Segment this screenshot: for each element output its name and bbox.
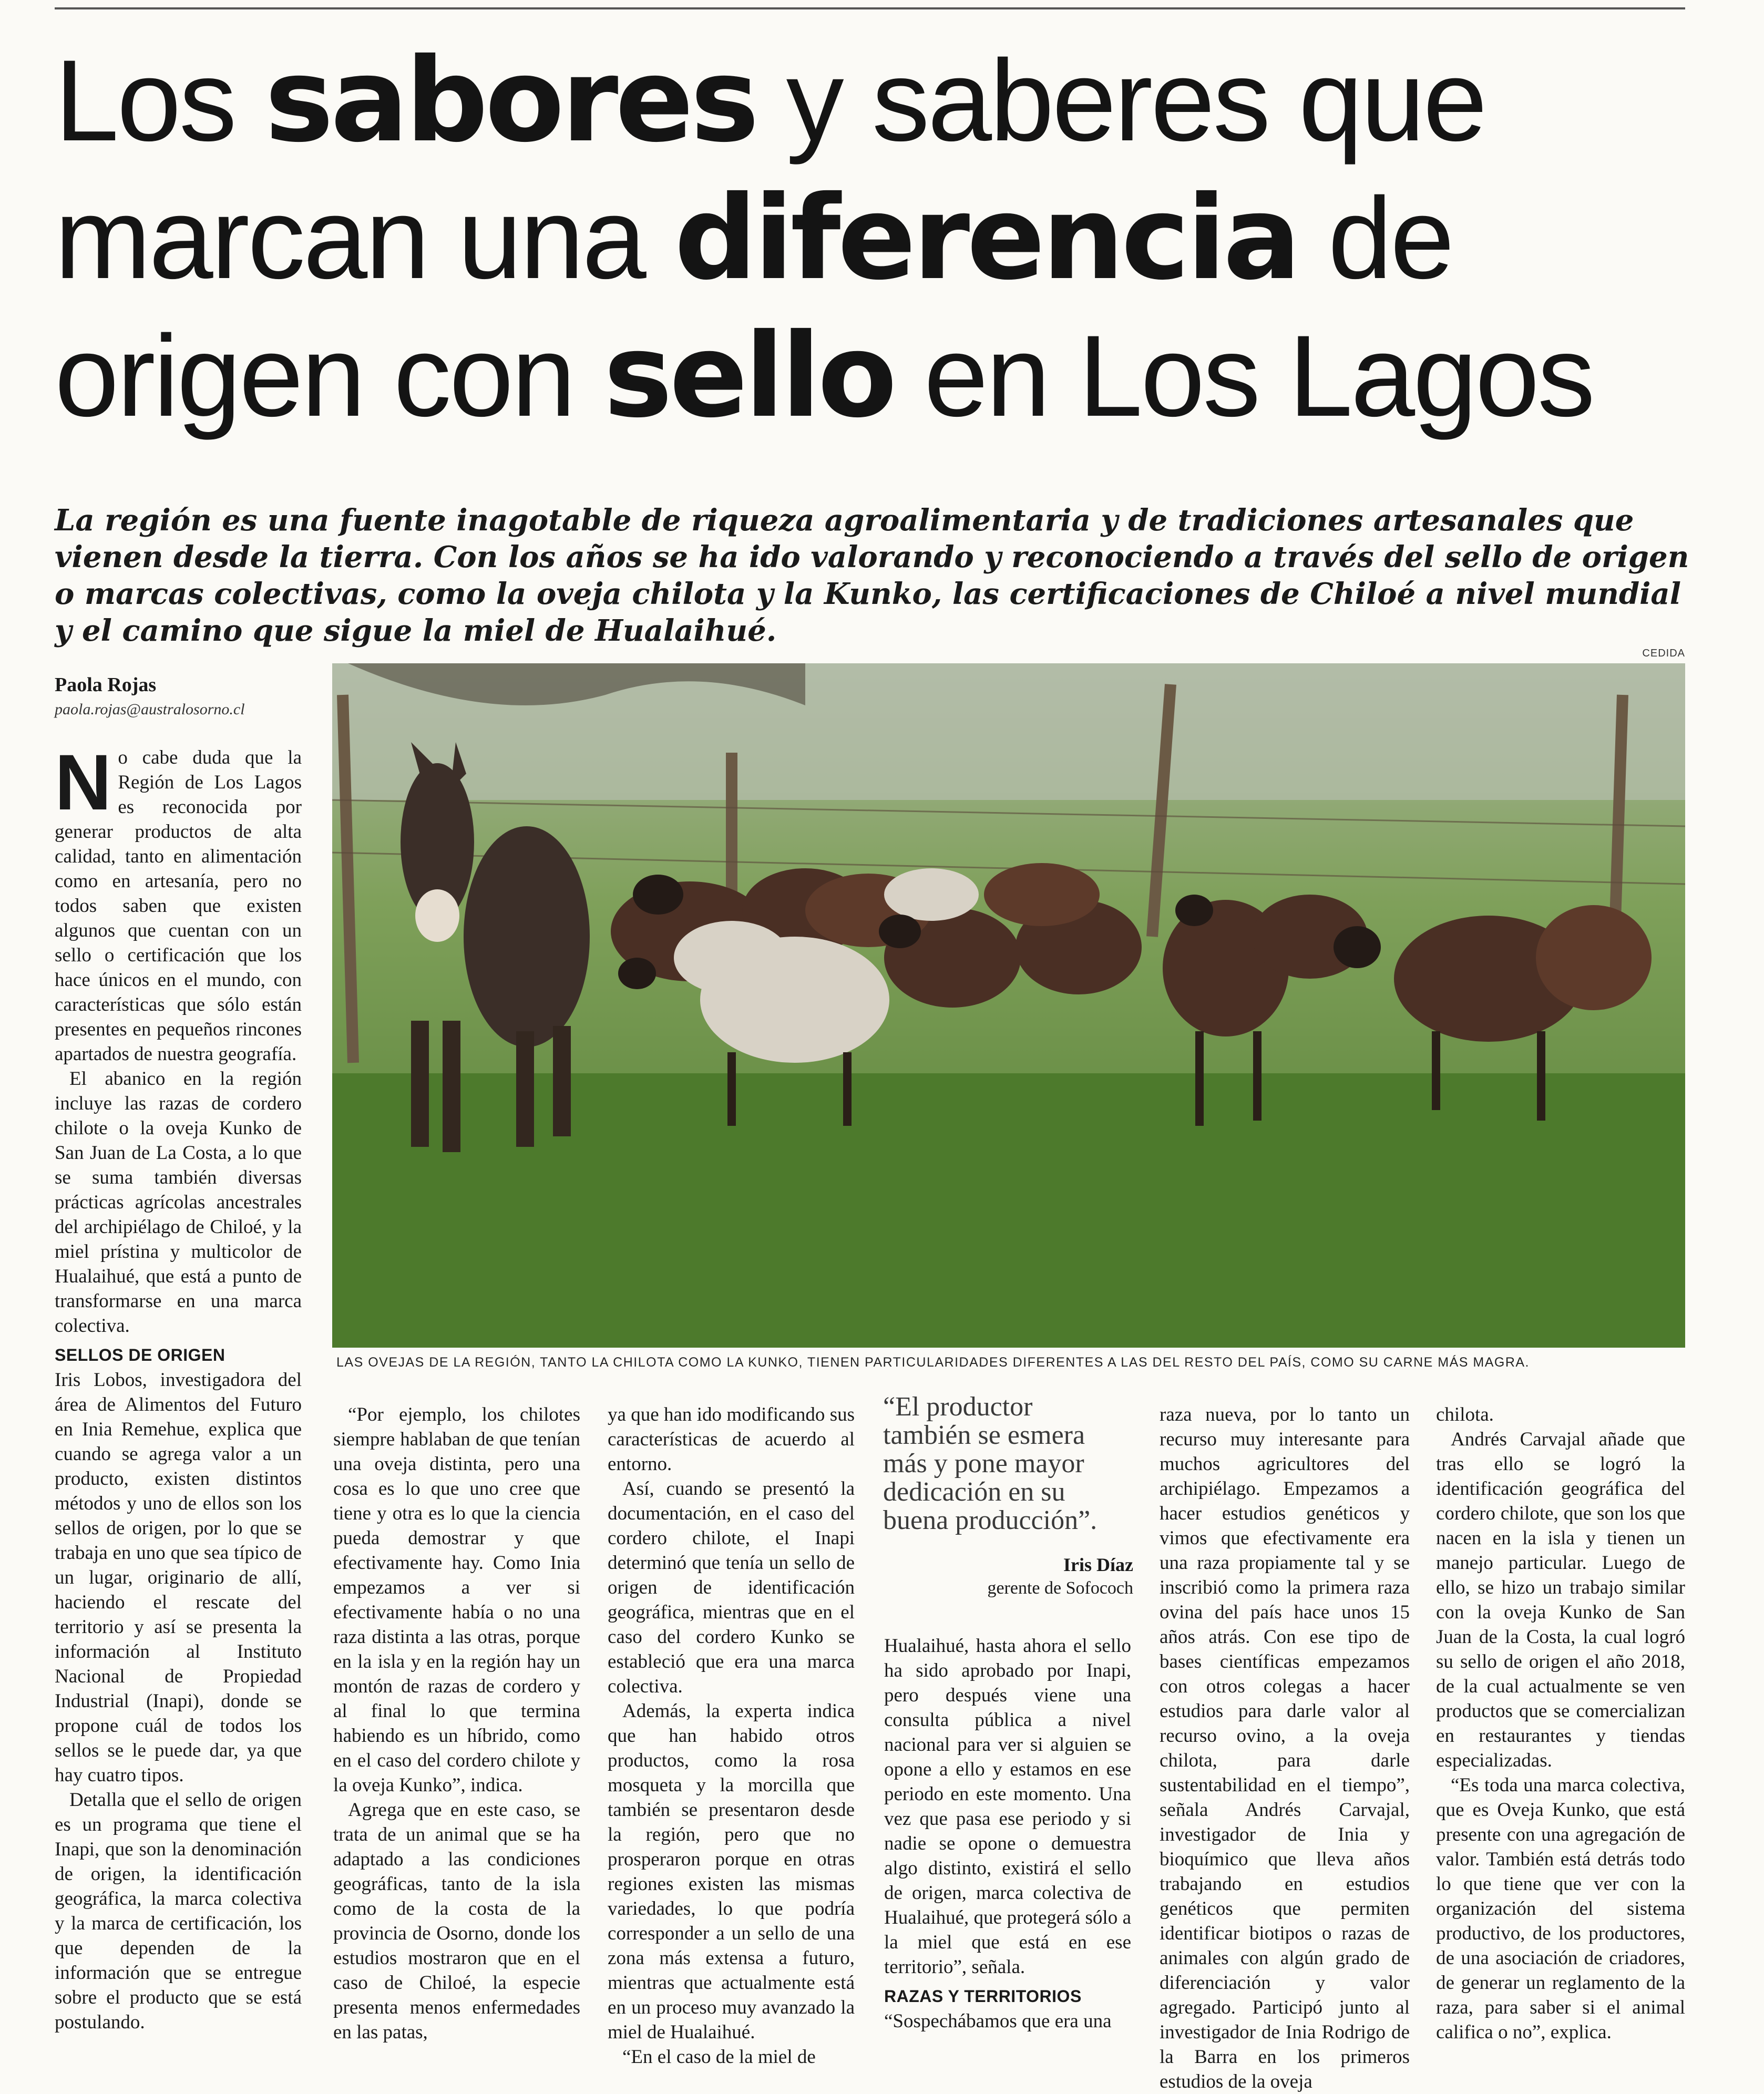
column-3 (608, 1402, 855, 2069)
author-name: Paola Rojas (55, 674, 157, 696)
pull-quote-role: gerente de Sofococh (987, 1578, 1133, 1598)
headline: Los sabores y saberes que marcan una diferencia de origen con sello en Los Lagos (55, 33, 1593, 443)
author-email[interactable]: paola.rojas@australosorno.cl (55, 701, 245, 718)
paragraph: “Sospechábamos que era una (884, 2010, 1112, 2032)
paragraph: Así, cuando se presentó la documentación, en el caso del cordero chilote, el Inapi determinó que tenía un sello de origen de identificación geográfica, mientras que en el caso del cordero Kunko se estableció que era una marca colectiva. (608, 1478, 855, 1697)
column-1 (55, 738, 302, 2035)
paragraph: Iris Lobos, investigadora del área de Alimentos del Futuro en Inia Remehue, explica que cuando se agrega valor a un producto, existen distintos métodos y uno de ellos son los sellos de origen, por lo que se trabaja en uno que sea típico de un lugar, originario de allí, haciendo el rescate del territorio y así se presenta la información al Instituto Nacional de Propiedad Industrial (Inapi), donde se propone cuál de todos los sellos se le puede dar, ya que hay cuatro tipos. (55, 1369, 302, 1786)
paragraph: ya que han ido modificando sus características de acuerdo al entorno. (608, 1404, 855, 1475)
photo-donkey-and-sheep (332, 663, 1685, 1348)
byline (55, 672, 296, 721)
top-rule (55, 7, 1685, 9)
dropcap: N (55, 738, 112, 826)
photo-caption: LAS OVEJAS DE LA REGIÓN, TANTO LA CHILOTA COMO LA KUNKO, TIENEN PARTICULARIDADES DIFERENTES A LAS DEL RESTO DEL PAÍS, COMO SU CARNE MÁS MAGRA. (336, 1355, 1530, 1370)
paragraph: “En el caso de la miel de (622, 2046, 816, 2068)
column-4 (884, 1634, 1131, 2034)
subhead-sellos: SELLOS DE ORIGEN (55, 1346, 225, 1364)
photo-credit: CEDIDA (1642, 648, 1685, 659)
paragraph: Además, la experta indica que han habido otros productos, como la rosa mosqueta y la morcilla que también se presentaron desde la región, pero que no prosperaron porque en otras regiones existen las mismas variedades, lo que podría corresponder a un sello de una zona más extensa a futuro, mientras que actualmente está en un proceso muy avanzado la miel de Hualaihué. (608, 1700, 855, 2043)
paragraph: chilota. (1436, 1404, 1494, 1425)
paragraph: “Por ejemplo, los chilotes siempre hablaban de que tenían una oveja distinta, pero una cosa es lo que uno cree que tiene y otra es lo que la ciencia pueda demostrar y que efectivamente hay. Como Inia empezamos a ver si efectivamente había o no una raza distinta a las otras, porque en la isla y en la región hay un montón de razas de cordero y al final lo que termina habiendo es un híbrido, como en el caso del cordero chilote y la oveja Kunko”, indica. (333, 1404, 580, 1796)
paragraph: Andrés Carvajal añade que tras ello se logró la identificación geográfica del cordero chilote, que son los que nacen en la isla y tienen un manejo particular. Luego de ello, se hizo un trabajo similar con la oveja Kunko de San Juan de la Costa, la cual logró su sello de origen el año 2018, de la cual actualmente se ven productos que se comercializan en restaurantes y tiendas especializadas. (1436, 1429, 1685, 1771)
paragraph: Agrega que en este caso, se trata de un animal que se ha adaptado a las condiciones geográficas, tanto de la isla como de la costa de la provincia de Osorno, donde los estudios mostraron que en el caso de Chiloé, la especie presenta menos enfermedades en las patas, (333, 1799, 580, 2043)
subhead-razas: RAZAS Y TERRITORIOS (884, 1987, 1082, 2006)
paragraph: El abanico en la región incluye las razas de cordero chilote o la oveja Kunko de San Juan de La Costa, a lo que se suma también diversas prácticas agrícolas ancestrales del archipiélago de Chiloé, y la miel prístina y multicolor de Hualaihué, que está a punto de transformarse en una marca colectiva. (55, 1068, 302, 1337)
column-2 (333, 1402, 580, 2045)
pull-quote: “El productor también se esmera más y pone mayor dedicación en su buena producción”. (883, 1392, 1098, 1535)
paragraph: Detalla que el sello de origen es un programa que tiene el Inapi, que son la denominación de origen, la identificación geográfica, la marca colectiva y la marca de certificación, los que dependen de la información que se entregue sobre el producto que se está postulando. (55, 1789, 302, 2033)
pull-quote-author: Iris Díaz (1063, 1554, 1133, 1575)
deck: La región es una fuente inagotable de riqueza agroalimentaria y de tradiciones artesanales que vienen desde la tierra. Con los años se ha ido valorando y reconociendo a través del sello de origen o marcas colectivas, como la oveja chilota y la Kunko, las certificaciones de Chiloé a nivel mundial y el camino que sigue la miel de Hualaihué. (55, 503, 1689, 648)
column-6 (1436, 1402, 1685, 2045)
lead-paragraph: No cabe duda que la Región de Los Lagos es reconocida por generar productos de alta calidad, tanto en alimentación como en artesanía, pero no todos saben que existen algunos que cuentan con un sello o certificación que los hace únicos en el mundo, con características que sólo están presentes en pequeños rincones apartados de nuestra geografía. (55, 738, 302, 1065)
column-5 (1160, 1402, 1410, 2094)
photo-illustration (332, 663, 1685, 1348)
paragraph: raza nueva, por lo tanto un recurso muy interesante para muchos agricultores del archipiélago. Empezamos a hacer estudios genéticos y vimos que efectivamente era una raza propiamente tal y se inscribió como la primera raza ovina del país hace unos 15 años atrás. Con ese tipo de bases científicas empezamos con otros colegas a hacer estudios para darle valor al recurso ovino, a la oveja chilota, para darle sustentabilidad en el tiempo”, señala Andrés Carvajal, investigador de Inia y bioquímico que lleva años trabajando en estudios genéticos que permiten identificar biotipos o razas de animales con algún grado de diferenciación y valor agregado. Participó junto al investigador de Inia Rodrigo de la Barra en los primeros estudios de la oveja (1160, 1404, 1410, 2092)
paragraph: Hualaihué, hasta ahora el sello ha sido aprobado por Inapi, pero después viene una consulta pública a nivel nacional para ver si alguien se opone a ello y estamos en ese periodo en este momento. Una vez que pasa ese periodo y si nadie se opone o demuestra algo distinto, existirá el sello de origen, marca colectiva de Hualaihué, que protegerá sólo a la miel que está en ese territorio”, señala. (884, 1635, 1131, 1978)
paragraph: “Es toda una marca colectiva, que es Oveja Kunko, que está presente con una agregación de valor. También está detrás todo lo que tiene que ver con la organización del sistema productivo, de los productores, de una asociación de criadores, de generar un reglamento de la raza, para saber si el animal califica o no”, explica. (1436, 1774, 1685, 2043)
